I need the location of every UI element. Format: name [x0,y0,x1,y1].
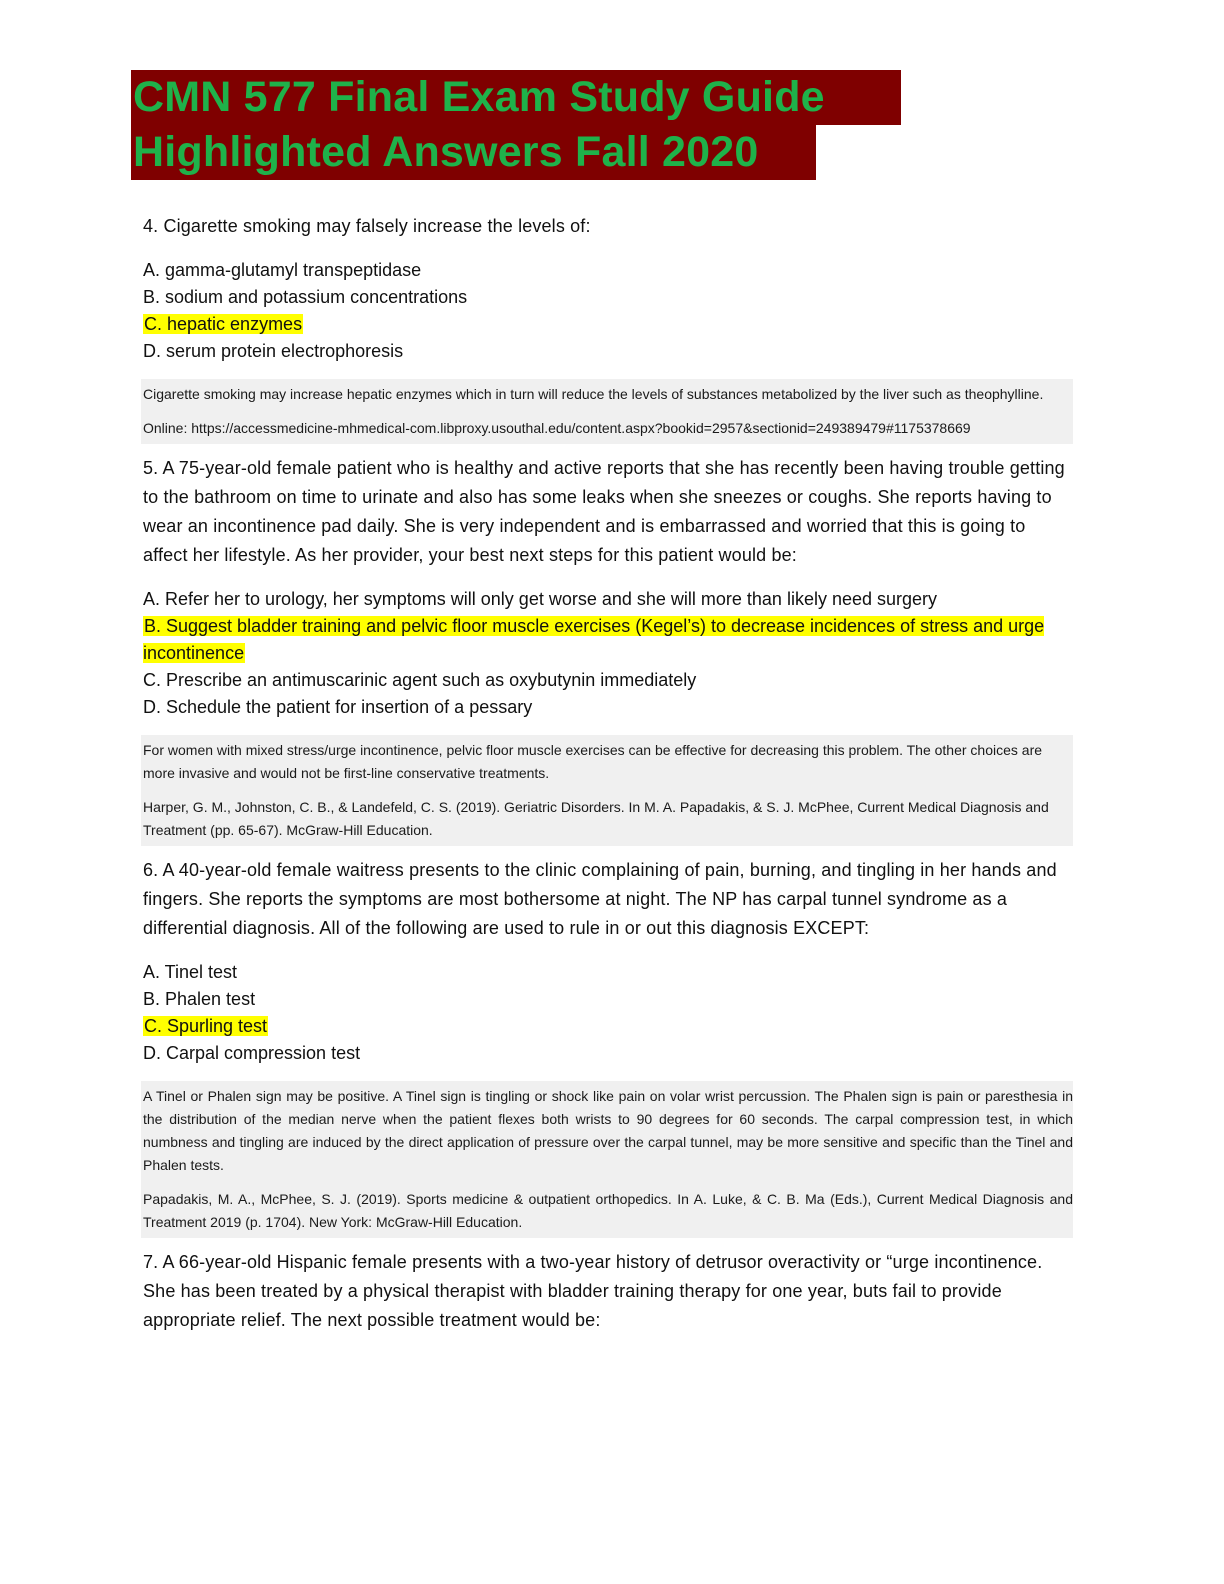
option-a: A. Refer her to urology, her symptoms will only get worse and she will more than likely need surgery [143,589,938,609]
option-c: C. Prescribe an antimuscarinic agent such as oxybutynin immediately [143,670,697,690]
explanation-box [141,1081,1073,1238]
explanation-text: For women with mixed stress/urge incontinence, pelvic floor muscle exercises can be effective for decreasing this problem. The other choices are more invasive and would not be first-line conservative treatments. [143,742,1043,781]
question-6 [143,856,1073,1238]
answer-options [143,959,1073,1067]
question-stem: 6. A 40-year-old female waitress presents to the clinic complaining of pain, burning, and tingling in her hands and fingers. She reports the symptoms are most bothersome at night. The NP has carpal tunnel syndrome as a differential diagnosis. All of the following are used to rule in or out this diagnosis EXCEPT: [143,860,1057,938]
option-a: A. gamma-glutamyl transpeptidase [143,260,422,280]
highlighted-answer: C. hepatic enzymes [144,314,303,334]
option-c-correct [143,1013,1073,1040]
explanation-text: Cigarette smoking may increase hepatic enzymes which in turn will reduce the levels of substances metabolized by the liver such as theophylline. [143,386,1044,402]
option-b: B. Phalen test [143,989,256,1009]
title-line-2: Highlighted Answers Fall 2020 [131,125,816,180]
title-line-1: CMN 577 Final Exam Study Guide [131,70,901,125]
option-a: A. Tinel test [143,962,238,982]
reference-text: Papadakis, M. A., McPhee, S. J. (2019). Sports medicine & outpatient orthopedics. In A. Luke, & C. B. Ma (Eds.), Current Medical Diagnosis and Treatment 2019 (p. 1704). New York: McGraw-Hill Education. [143,1191,1073,1230]
reference-text: Online: https://accessmedicine-mhmedical-com.libproxy.usouthal.edu/content.aspx?bookid=2957&sectionid=249389479#1175378669 [143,420,971,436]
option-b: B. sodium and potassium concentrations [143,287,468,307]
reference-text: Harper, G. M., Johnston, C. B., & Landefeld, C. S. (2019). Geriatric Disorders. In M. A. Papadakis, & S. J. McPhee, Current Medical Diagnosis and Treatment (pp. 65-67). McGraw-Hill Education. [143,799,1049,838]
answer-options [143,586,1073,721]
explanation-text: A Tinel or Phalen sign may be positive. A Tinel sign is tingling or shock like pain on volar wrist percussion. The Phalen sign is pain or paresthesia in the distribution of the median nerve when the patient flexes both wrists to 90 degrees for 60 seconds. The carpal compression test, in which numbness and tingling are induced by the direct application of pressure over the carpal tunnel, may be more sensitive and specific than the Tinel and Phalen tests. [143,1088,1073,1173]
question-stem: 5. A 75-year-old female patient who is healthy and active reports that she has recently been having trouble getting to the bathroom on time to urinate and also has some leaks when she sneezes or coughs. She reports having to wear an incontinence pad daily. She is very independent and is embarrassed and worried that this is going to affect her lifestyle. As her provider, your best next steps for this patient would be: [143,458,1065,565]
question-7 [143,1248,1073,1335]
answer-options [143,257,1073,365]
option-c-correct [143,311,1073,338]
highlighted-answer: B. Suggest bladder training and pelvic floor muscle exercises (Kegel’s) to decrease incidences of stress and urge incontinence [143,616,1045,663]
questions-section [143,212,1073,1335]
explanation-box [141,379,1073,444]
option-b-correct [143,613,1073,667]
question-stem: 4. Cigarette smoking may falsely increase the levels of: [143,216,591,236]
question-5 [143,454,1073,846]
highlighted-answer: C. Spurling test [144,1016,268,1036]
option-d: D. Schedule the patient for insertion of a pessary [143,697,533,717]
option-d: D. serum protein electrophoresis [143,341,404,361]
question-stem: 7. A 66-year-old Hispanic female presents with a two-year history of detrusor overactivity or “urge incontinence. She has been treated by a physical therapist with bladder training therapy for one year, buts fail to provide appropriate relief. The next possible treatment would be: [143,1252,1043,1330]
option-d: D. Carpal compression test [143,1043,361,1063]
document-title [131,70,911,180]
question-4 [143,212,1073,444]
explanation-box [141,735,1073,846]
